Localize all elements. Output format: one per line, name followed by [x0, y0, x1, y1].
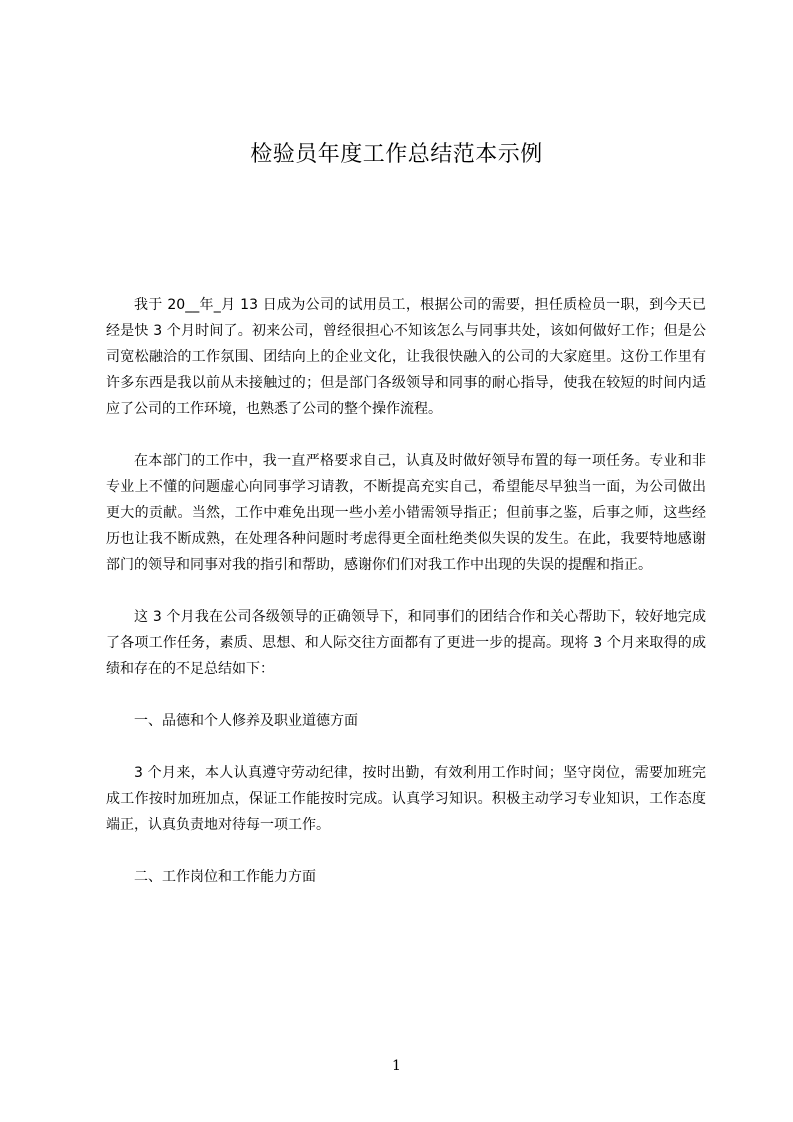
paragraph-summary-intro: 这 3 个月我在公司各级领导的正确领导下，和同事们的团结合作和关心帮助下，较好地完成了各项工作任务，素质、思想、和人际交往方面都有了更进一步的提高。现将 3 个月来取得的成绩和存在的不足总结如下： — [106, 609, 706, 677]
section-heading-ability: 二、工作岗位和工作能力方面 — [134, 869, 316, 885]
page-number: 1 — [392, 1058, 401, 1074]
paragraph-gap — [106, 734, 706, 760]
paragraph-gap — [106, 578, 706, 604]
paragraph-gap — [106, 682, 706, 708]
section-heading-ethics: 一、品德和个人修养及职业道德方面 — [134, 713, 358, 729]
document-body — [106, 292, 706, 890]
document-title: 检验员年度工作总结范本示例 — [250, 142, 543, 167]
paragraph-intro: 我于 20__年_月 13 日成为公司的试用员工，根据公司的需要，担任质检员一职，到今天已经是快 3 个月时间了。初来公司，曾经很担心不知该怎么与同事共处，该如何做好工作；但是公司宽松融洽的工作氛围、团结向上的企业文化，让我很快融入的公司的大家庭里。这份工作里有许多东西是我以前从未接触过的；但是部门各级领导和同事的耐心指导，使我在较短的时间内适应了公司的工作环境，也熟悉了公司的整个操作流程。 — [106, 297, 706, 417]
paragraph-ethics: 3 个月来，本人认真遵守劳动纪律，按时出勤，有效利用工作时间；坚守岗位，需要加班完成工作按时加班加点，保证工作能按时完成。认真学习知识。积极主动学习专业知识，工作态度端正，认真负责地对待每一项工作。 — [106, 765, 706, 833]
paragraph-work-attitude: 在本部门的工作中，我一直严格要求自己，认真及时做好领导布置的每一项任务。专业和非专业上不懂的问题虚心向同事学习请教，不断提高充实自己，希望能尽早独当一面，为公司做出更大的贡献。当然，工作中难免出现一些小差小错需领导指正；但前事之鉴，后事之师，这些经历也让我不断成熟，在处理各种问题时考虑得更全面杜绝类似失误的发生。在此，我要特地感谢部门的领导和同事对我的指引和帮助，感谢你们们对我工作中出现的失误的提醒和指正。 — [106, 453, 706, 573]
paragraph-gap — [106, 838, 706, 864]
paragraph-gap — [106, 422, 706, 448]
